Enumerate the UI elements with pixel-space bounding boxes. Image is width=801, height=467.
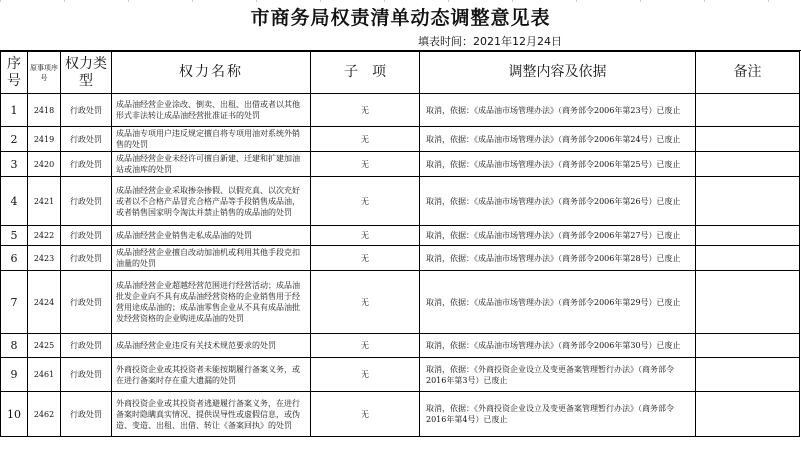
row-remark — [696, 334, 800, 358]
row-remark — [696, 226, 800, 246]
row-sub-item: 无 — [311, 94, 420, 127]
row-adjustment: 取消，依据：《成品油市场管理办法》（商务部令2006年第27号）已废止 — [420, 226, 696, 246]
row-adjustment: 取消，依据：《成品油市场管理办法》（商务部令2006年第24号）已废止 — [420, 127, 696, 152]
table-row — [1, 271, 800, 334]
row-remark — [696, 358, 800, 392]
row-original-seq: 2422 — [28, 226, 61, 246]
table-row — [1, 177, 800, 226]
row-original-seq: 2418 — [28, 94, 61, 127]
row-adjustment: 取消，依据：《外商投资企业设立及变更备案管理暂行办法》（商务部令2016年第4号）已废止 — [420, 392, 696, 437]
row-sub-item: 无 — [311, 127, 420, 152]
row-adjustment: 取消，依据：《成品油市场管理办法》（商务部令2006年第25号）已废止 — [420, 152, 696, 177]
row-sub-item: 无 — [311, 152, 420, 177]
row-power-name: 成品油经营企业采取掺杂掺假、以假充真、以次充好或者以不合格产品冒充合格产品等手段销售成品油，或者销售国家明令淘汰并禁止销售的成品油的处罚 — [112, 177, 311, 226]
row-remark — [696, 392, 800, 437]
header-seq: 序号 — [1, 52, 28, 94]
table-row — [1, 94, 800, 127]
row-sub-item: 无 — [311, 334, 420, 358]
table-row — [1, 358, 800, 392]
row-power-name: 成品油经营企业违反有关技术规范要求的处罚 — [112, 334, 311, 358]
row-original-seq: 2420 — [28, 152, 61, 177]
row-power-type: 行政处罚 — [61, 127, 112, 152]
table-row — [1, 127, 800, 152]
row-adjustment: 取消，依据：《成品油市场管理办法》（商务部令2006年第23号）已废止 — [420, 94, 696, 127]
row-seq: 2 — [1, 127, 28, 152]
row-remark — [696, 127, 800, 152]
header-power-name: 权力名称 — [112, 52, 311, 94]
row-remark — [696, 152, 800, 177]
row-power-type: 行政处罚 — [61, 246, 112, 271]
row-sub-item: 无 — [311, 226, 420, 246]
row-remark — [696, 246, 800, 271]
row-original-seq: 2425 — [28, 334, 61, 358]
row-sub-item: 无 — [311, 177, 420, 226]
row-seq: 8 — [1, 334, 28, 358]
table-row — [1, 246, 800, 271]
row-sub-item: 无 — [311, 392, 420, 437]
row-original-seq: 2462 — [28, 392, 61, 437]
row-sub-item: 无 — [311, 358, 420, 392]
header-adjustment: 调整内容及依据 — [420, 52, 696, 94]
row-adjustment: 取消，依据：《外商投资企业设立及变更备案管理暂行办法》（商务部令2016年第3号）已废止 — [420, 358, 696, 392]
row-seq: 5 — [1, 226, 28, 246]
row-sub-item: 无 — [311, 271, 420, 334]
fill-date: 填表时间：2021年12月24日 — [418, 35, 562, 48]
row-sub-item: 无 — [311, 246, 420, 271]
row-power-name: 成品油专项用户违反规定擅自将专项用油对系统外销售的处罚 — [112, 127, 311, 152]
row-power-name: 成品油经营企业销售走私成品油的处罚 — [112, 226, 311, 246]
row-power-type: 行政处罚 — [61, 271, 112, 334]
row-power-type: 行政处罚 — [61, 177, 112, 226]
adjustment-table — [0, 51, 800, 437]
row-seq: 4 — [1, 177, 28, 226]
row-power-type: 行政处罚 — [61, 152, 112, 177]
row-seq: 10 — [1, 392, 28, 437]
row-power-name: 成品油经营企业涂改、倒卖、出租、出借或者以其他形式非法转让成品油经营批准证书的处罚 — [112, 94, 311, 127]
row-original-seq: 2424 — [28, 271, 61, 334]
page-title: 市商务局权责清单动态调整意见表 — [250, 7, 551, 29]
row-remark — [696, 94, 800, 127]
row-remark — [696, 271, 800, 334]
row-adjustment: 取消，依据：《成品油市场管理办法》（商务部令2006年第30号）已废止 — [420, 334, 696, 358]
row-original-seq: 2419 — [28, 127, 61, 152]
row-original-seq: 2461 — [28, 358, 61, 392]
row-seq: 7 — [1, 271, 28, 334]
row-adjustment: 取消，依据：《成品油市场管理办法》（商务部令2006年第29号）已废止 — [420, 271, 696, 334]
header-power-type: 权力类型 — [61, 52, 112, 94]
row-remark — [696, 177, 800, 226]
row-power-type: 行政处罚 — [61, 226, 112, 246]
row-adjustment: 取消，依据：《成品油市场管理办法》（商务部令2006年第26号）已废止 — [420, 177, 696, 226]
row-original-seq: 2421 — [28, 177, 61, 226]
header-sub-item: 子 项 — [311, 52, 420, 94]
row-power-type: 行政处罚 — [61, 358, 112, 392]
row-seq: 9 — [1, 358, 28, 392]
row-power-name: 外商投资企业或其投资者未能按期履行备案义务，或在进行备案时存在重大遗漏的处罚 — [112, 358, 311, 392]
table-row — [1, 152, 800, 177]
row-power-name: 成品油经营企业未经许可擅自新建、迁建和扩建加油站或油库的处罚 — [112, 152, 311, 177]
header-original-seq: 原事项序号 — [28, 52, 61, 94]
header-remark: 备注 — [696, 52, 800, 94]
table-row — [1, 334, 800, 358]
row-seq: 1 — [1, 94, 28, 127]
row-power-type: 行政处罚 — [61, 94, 112, 127]
row-power-name: 外商投资企业或其投资者逃避履行备案义务，在进行备案时隐瞒真实情况、提供误导性或虚假信息，或伪造、变造、出租、出借、转让《备案回执》的处罚 — [112, 392, 311, 437]
table-header-row — [1, 52, 800, 94]
row-adjustment: 取消，依据：《成品油市场管理办法》（商务部令2006年第28号）已废止 — [420, 246, 696, 271]
table-row — [1, 226, 800, 246]
row-original-seq: 2423 — [28, 246, 61, 271]
row-power-type: 行政处罚 — [61, 334, 112, 358]
row-seq: 6 — [1, 246, 28, 271]
row-power-name: 成品油经营企业擅自改动加油机或利用其他手段克扣油量的处罚 — [112, 246, 311, 271]
row-power-name: 成品油经营企业超越经营范围进行经营活动；成品油批发企业向不具有成品油经营资格的企业销售用于经营用途成品油的；成品油零售企业从不具有成品油批发经营资格的企业购进成品油的处罚 — [112, 271, 311, 334]
table-row — [1, 392, 800, 437]
row-power-type: 行政处罚 — [61, 392, 112, 437]
row-seq: 3 — [1, 152, 28, 177]
